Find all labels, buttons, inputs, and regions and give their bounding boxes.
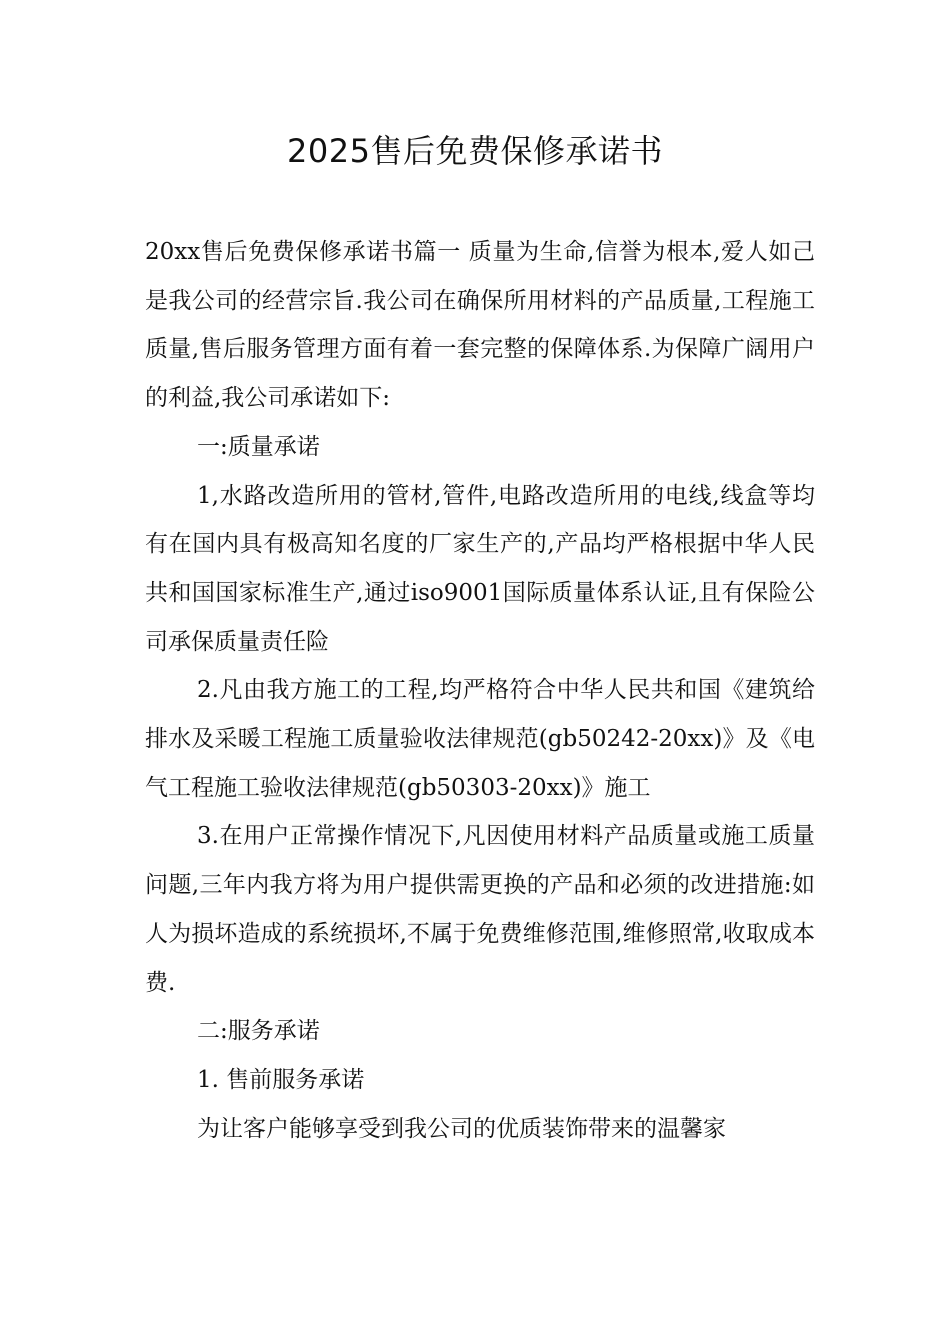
service-subheading-presale: 1. 售前服务承诺 [197,1066,365,1093]
document-body [145,228,815,1153]
document-title: 2025售后免费保修承诺书 [287,132,663,170]
quality-item-3: 3.在用户正常操作情况下,凡因使用材料产品质量或施工质量问题,三年内我方将为用户提供需更换的产品和必须的改进措施:如人为损坏造成的系统损坏,不属于免费维修范围,维修照常,收取成本费. [145,823,815,996]
presale-paragraph: 为让客户能够享受到我公司的优质装饰带来的温馨家 [197,1115,726,1142]
section-heading-quality: 一:质量承诺 [197,433,320,460]
intro-paragraph: 20xx售后免费保修承诺书篇一 质量为生命,信誉为根本,爱人如己是我公司的经营宗旨.我公司在确保所用材料的产品质量,工程施工质量,售后服务管理方面有着一套完整的保障体系.为保障广阔用户的利益,我公司承诺如下: [145,239,815,412]
section-heading-service: 二:服务承诺 [197,1018,320,1045]
quality-item-1: 1,水路改造所用的管材,管件,电路改造所用的电线,线盒等均有在国内具有极高知名度的厂家生产的,产品均严格根据中华人民共和国国家标准生产,通过iso9001国际质量体系认证,且有保险公司承保质量责任险 [145,482,815,655]
quality-item-2: 2.凡由我方施工的工程,均严格符合中华人民共和国《建筑给排水及采暖工程施工质量验收法律规范(gb50242-20xx)》及《电气工程施工验收法律规范(gb50303-20xx)》施工 [145,677,815,801]
